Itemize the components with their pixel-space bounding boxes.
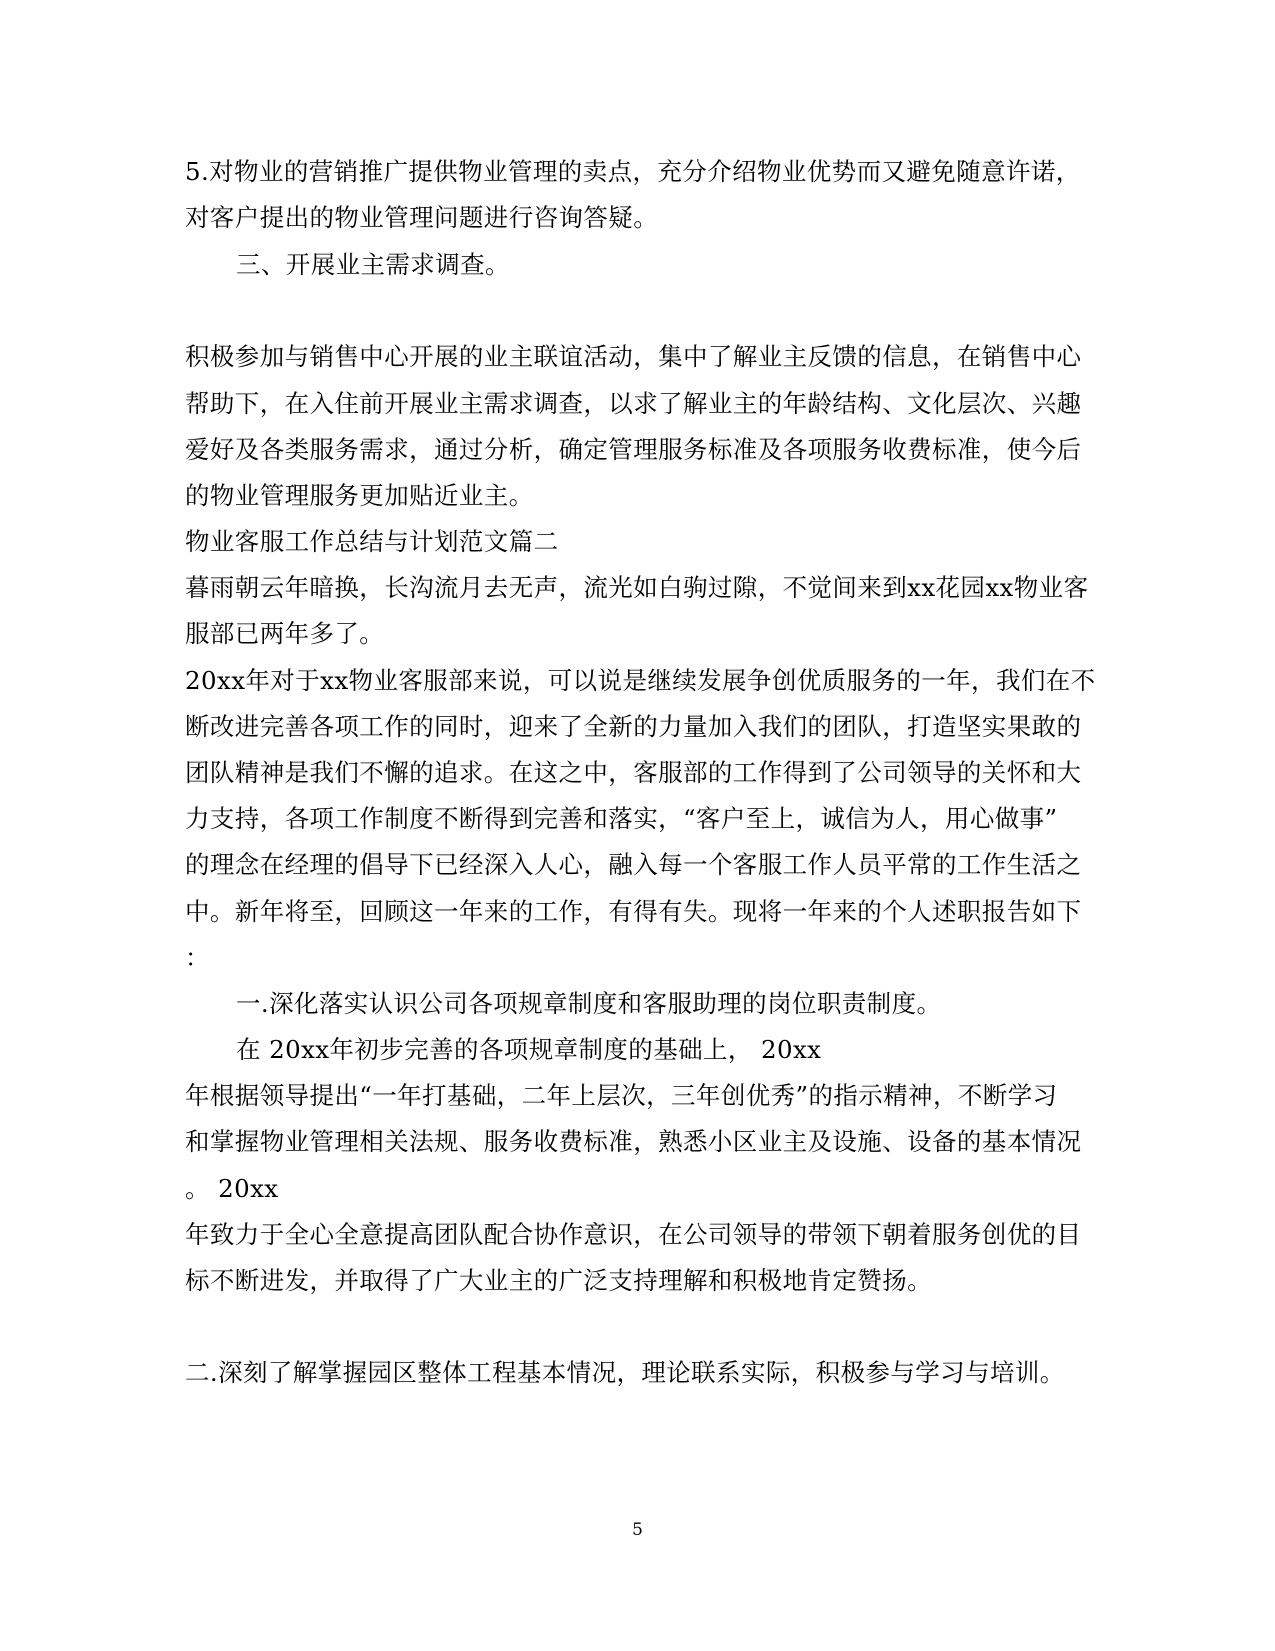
page-number: 5 [632,1520,643,1540]
paragraph-line: ： [185,943,210,972]
paragraph-line: 5.对物业的营销推广提供物业管理的卖点，充分介绍物业优势而又避免随意许诺， [185,157,1081,186]
section-heading: 三、开展业主需求调查。 [236,250,510,279]
paragraph-line: 团队精神是我们不懈的追求。在这之中，客服部的工作得到了公司领导的关怀和大 [185,758,1082,787]
paragraph-line: 20xx年对于xx物业客服部来说，可以说是继续发展争创优质服务的一年，我们在不 [185,666,1096,695]
paragraph-line: 对客户提出的物业管理问题进行咨询答疑。 [185,203,659,232]
article-title: 物业客服工作总结与计划范文篇二 [185,527,559,556]
paragraph-line: 年致力于全心全意提高团队配合协作意识，在公司领导的带领下朝着服务创优的目 [185,1220,1082,1249]
paragraph-line: 暮雨朝云年暗换，长沟流月去无声，流光如白驹过隙，不觉间来到xx花园xx物业客 [185,573,1089,602]
paragraph-line: 积极参加与销售中心开展的业主联谊活动，集中了解业主反馈的信息，在销售中心 [185,342,1082,371]
paragraph-line: 力支持，各项工作制度不断得到完善和落实，“客户至上，诚信为人，用心做事” [185,804,1058,833]
paragraph-line: 标不断进发，并取得了广大业主的广泛支持理解和积极地肯定赞扬。 [185,1266,932,1295]
section-heading: 一.深化落实认识公司各项规章制度和客服助理的岗位职责制度。 [236,989,942,1018]
paragraph-line: 年根据领导提出“一年打基础，二年上层次，三年创优秀”的指示精神，不断学习 [185,1081,1058,1110]
paragraph-line: 的物业管理服务更加贴近业主。 [185,481,534,510]
paragraph-line: 断改进完善各项工作的同时，迎来了全新的力量加入我们的团队，打造坚实果敢的 [185,712,1082,741]
paragraph-line: 。 20xx [185,1174,279,1203]
paragraph-line: 和掌握物业管理相关法规、服务收费标准，熟悉小区业主及设施、设备的基本情况 [185,1127,1082,1156]
section-heading: 二.深刻了解掌握园区整体工程基本情况，理论联系实际，积极参与学习与培训。 [185,1358,1065,1387]
paragraph-line: 在 20xx年初步完善的各项规章制度的基础上， 20xx [236,1035,822,1064]
paragraph-line: 中。新年将至，回顾这一年来的工作，有得有失。现将一年来的个人述职报告如下 [185,897,1082,926]
paragraph-line: 爱好及各类服务需求，通过分析，确定管理服务标准及各项服务收费标准，使今后 [185,435,1082,464]
paragraph-line: 服部已两年多了。 [185,619,385,648]
paragraph-line: 帮助下，在入住前开展业主需求调查，以求了解业主的年龄结构、文化层次、兴趣 [185,389,1082,418]
paragraph-line: 的理念在经理的倡导下已经深入人心，融入每一个客服工作人员平常的工作生活之 [185,850,1082,879]
